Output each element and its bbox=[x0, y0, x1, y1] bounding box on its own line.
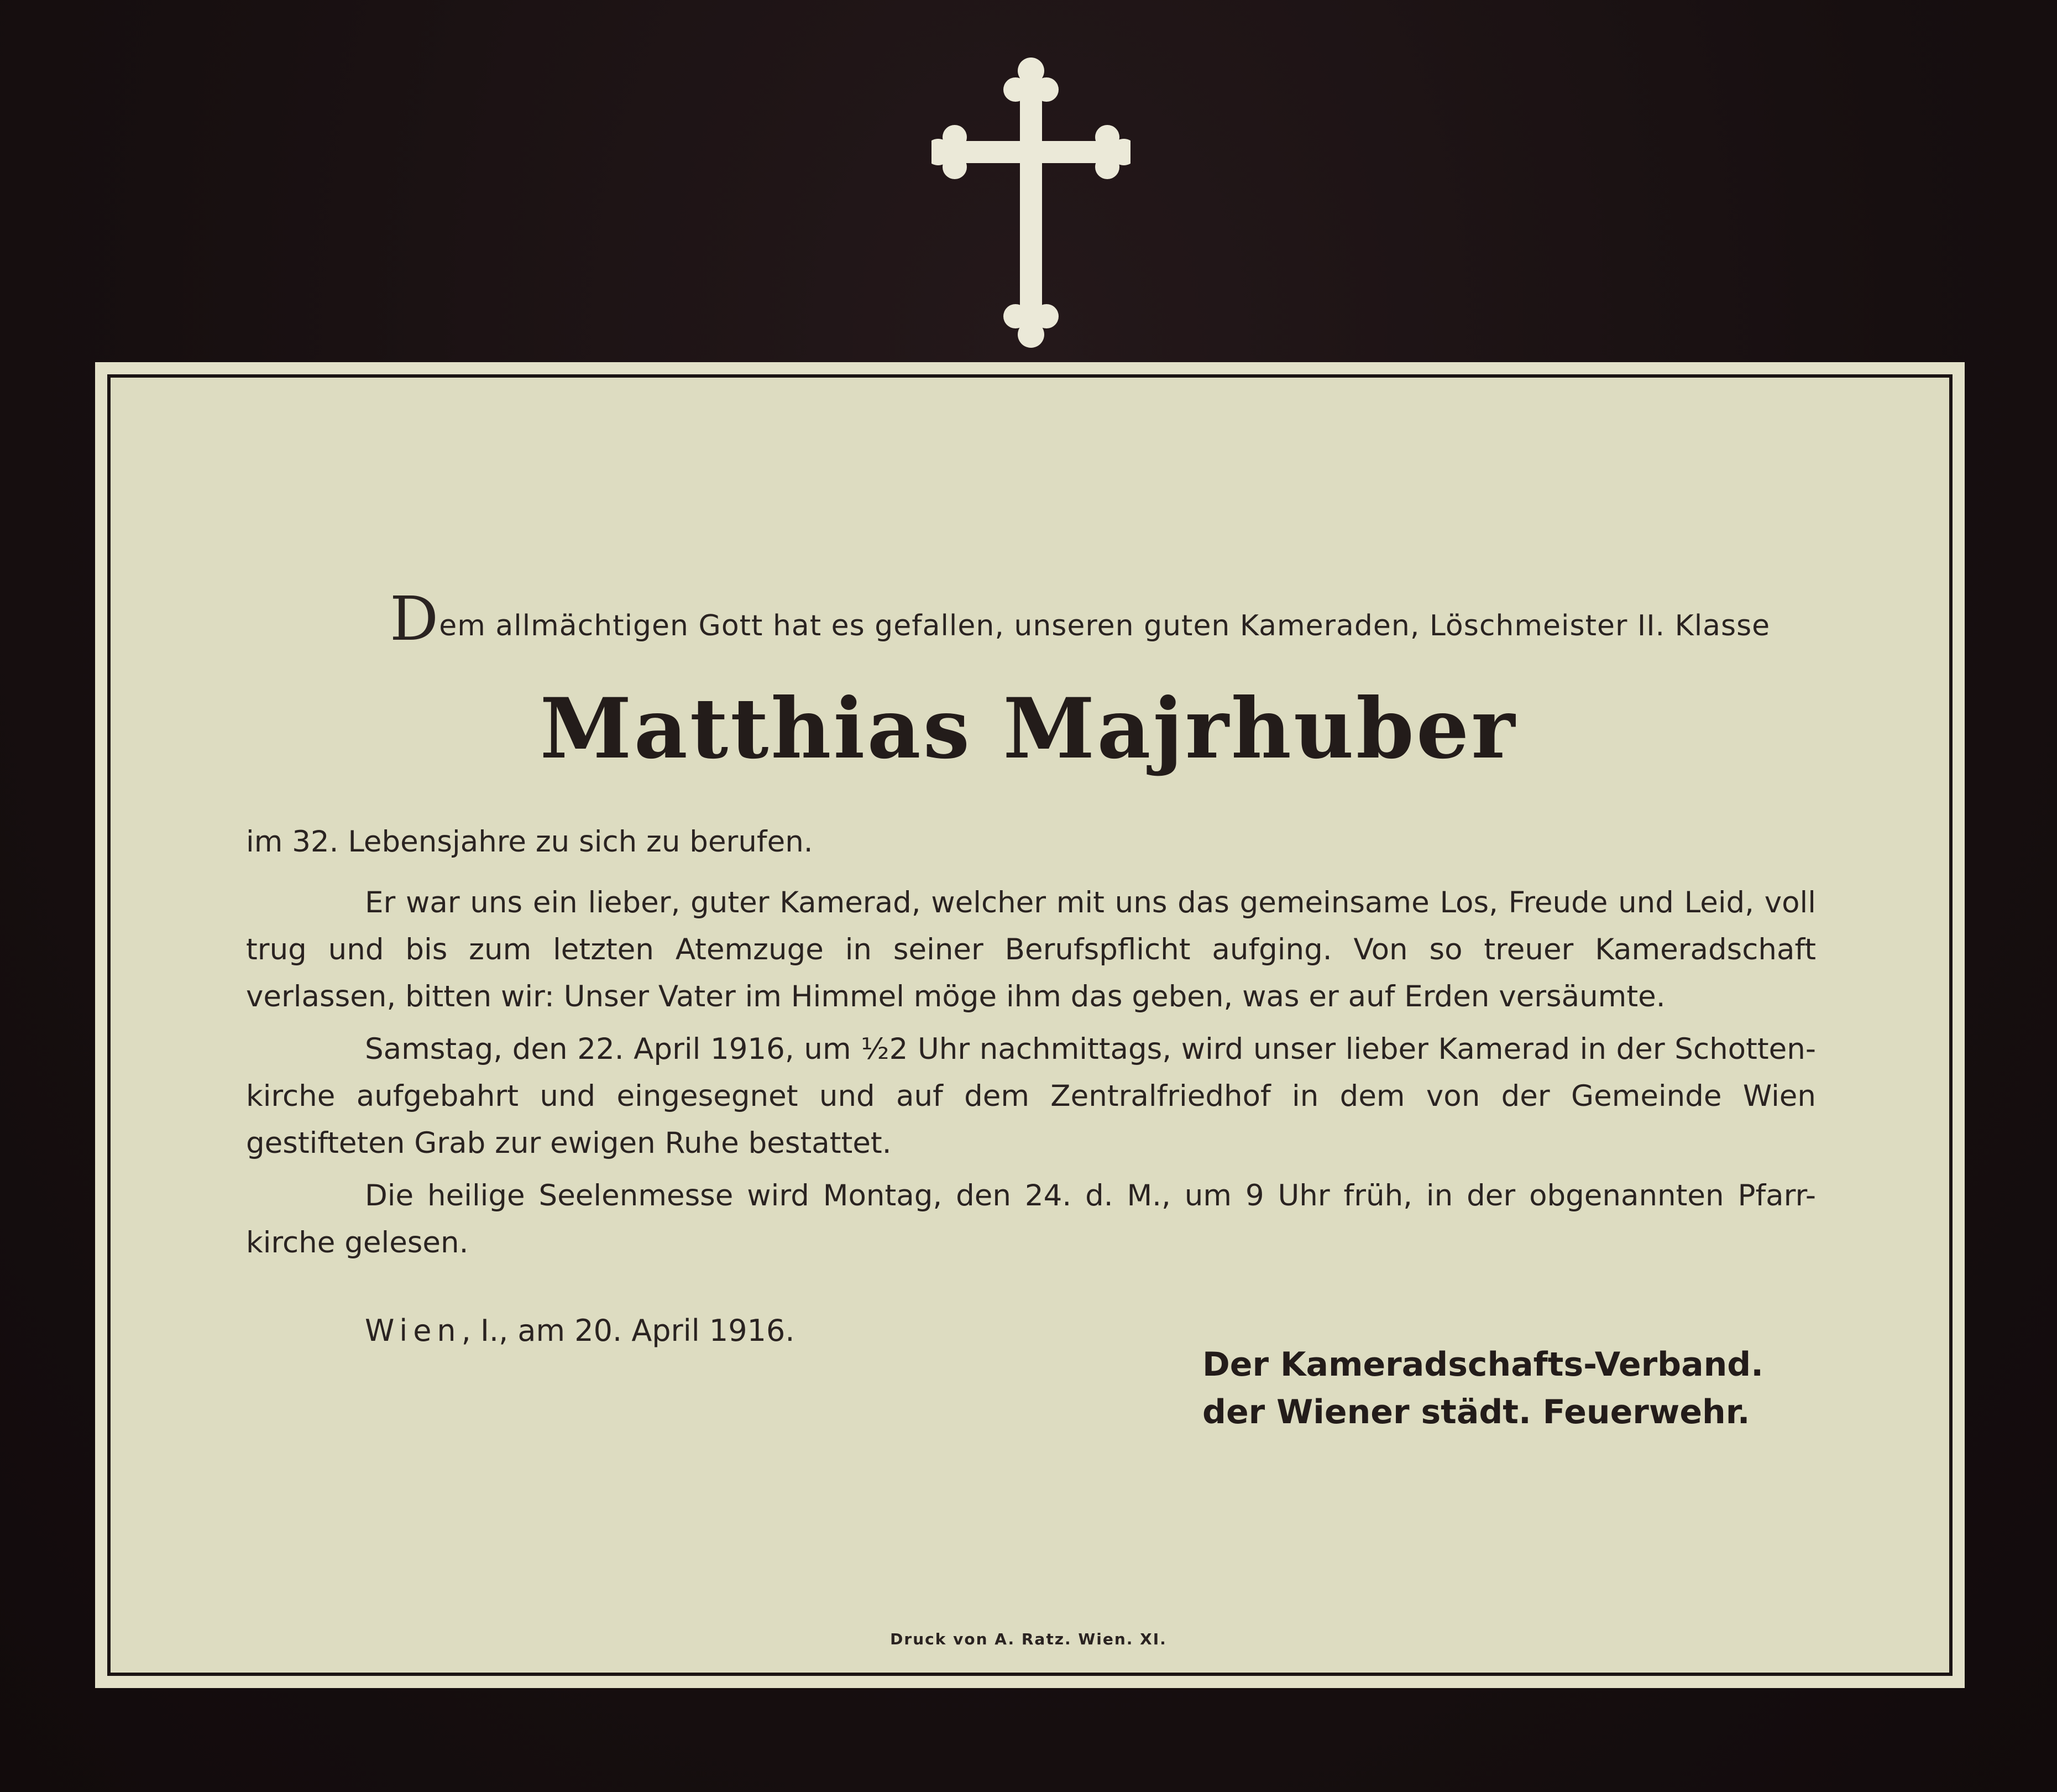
paragraph-age: im 32. Lebensjahre zu sich zu berufen. bbox=[246, 825, 813, 859]
intro-text: em allmächtigen Gott hat es gefallen, unseren guten Kameraden, Löschmeister II. Klasse bbox=[439, 609, 1771, 642]
signature-line-1: Der Kameradschafts-Verband. bbox=[1202, 1345, 1764, 1384]
place-city: Wien bbox=[365, 1313, 462, 1348]
deceased-name: Matthias Majrhuber bbox=[540, 680, 1517, 777]
place-date-text: , I., am 20. April 1916. bbox=[461, 1313, 795, 1348]
signature-block bbox=[1202, 1341, 1763, 1436]
printer-imprint: Druck von A. Ratz. Wien. XI. bbox=[890, 1630, 1167, 1648]
cross-icon bbox=[931, 55, 1130, 348]
intro-initial: D bbox=[390, 583, 439, 654]
paragraph-tribute: Er war uns ein lieber, guter Kamerad, welcher mit uns das gemeinsame Los, Freude und Leid, voll trug und bis zum letzten Atemzuge in seiner Berufspflicht aufging. Von so treuer Kameradschaft verlassen, bitten wir: Unser Vater im Himmel möge ihm das geben, was er auf Erden versäumte. bbox=[246, 886, 1816, 1013]
place-date bbox=[365, 1313, 795, 1348]
intro-line bbox=[390, 583, 1770, 654]
notice-card-border bbox=[107, 374, 1953, 1676]
notice-card bbox=[95, 362, 1965, 1688]
paragraph-funeral: Samstag, den 22. April 1916, um ½2 Uhr nachmittags, wird unser lieber Kamerad in der Schotten-kirche aufgebahrt und eingesegnet und auf dem Zentralfriedhof in dem von der Gemeinde Wien gestifteten Grab zur ewigen Ruhe bestattet. bbox=[246, 1032, 1816, 1160]
signature-line-2: der Wiener städt. Feuerwehr. bbox=[1202, 1393, 1750, 1431]
paragraph-mass: Die heilige Seelenmesse wird Montag, den 24. d. M., um 9 Uhr früh, in der obgenannten Pfarr-kirche gelesen. bbox=[246, 1179, 1816, 1260]
